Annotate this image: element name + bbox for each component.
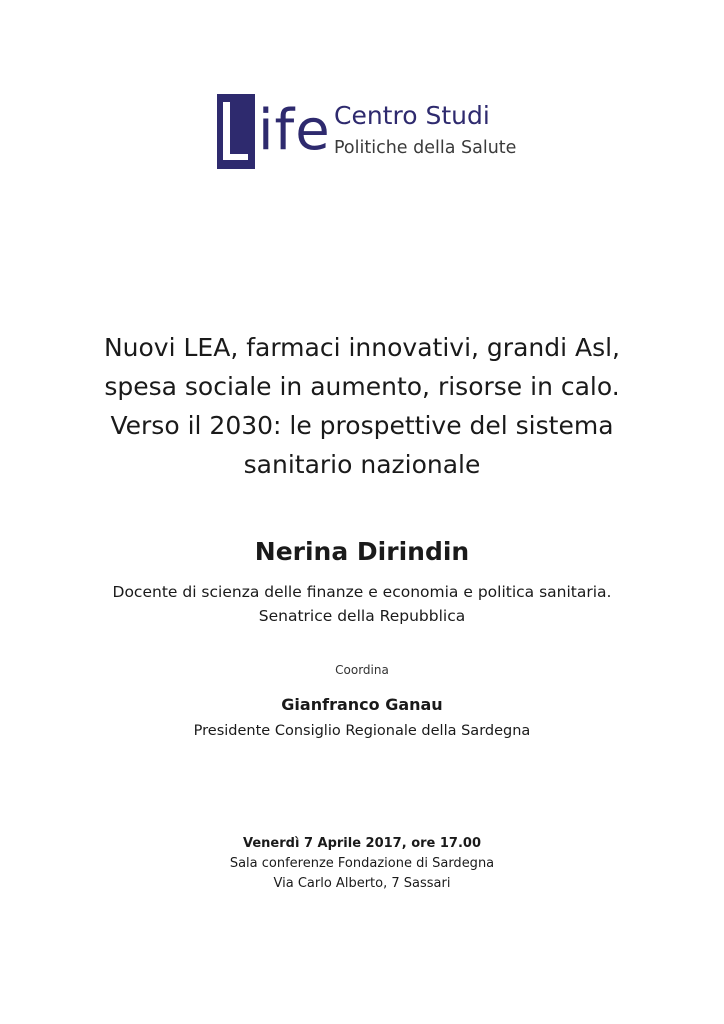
speaker-role-line: Senatrice della Repubblica: [258, 607, 466, 625]
headline-line: Nuovi LEA, farmaci innovativi, grandi Asl,: [103, 333, 621, 362]
speaker-role-line: Docente di scienza delle finanze e economia e politica sanitaria.: [112, 583, 612, 601]
logo-l-letter-icon: [223, 102, 248, 160]
logo-wordmark: ife: [258, 98, 331, 163]
moderator-label: Coordina: [335, 663, 389, 677]
logo-l-box: [217, 94, 255, 169]
event-date: Venerdì 7 Aprile 2017, ore 17.00: [243, 836, 481, 851]
logo-title: Centro Studi: [334, 101, 490, 130]
event-address: Via Carlo Alberto, 7 Sassari: [273, 876, 451, 891]
logo-subtitle: Politiche della Salute: [334, 138, 517, 158]
headline: [0, 328, 724, 484]
headline-line: sanitario nazionale: [243, 450, 481, 479]
life-logo: [217, 94, 517, 170]
moderator-name: Gianfranco Ganau: [281, 695, 443, 714]
moderator-role: Presidente Consiglio Regionale della Sardegna: [193, 723, 531, 739]
headline-line: spesa sociale in aumento, risorse in calo.: [104, 372, 620, 401]
event-venue: Sala conferenze Fondazione di Sardegna: [229, 856, 495, 871]
speaker-name: Nerina Dirindin: [254, 537, 470, 566]
headline-line: Verso il 2030: le prospettive del sistema: [110, 411, 614, 440]
speaker-role: [0, 580, 724, 628]
